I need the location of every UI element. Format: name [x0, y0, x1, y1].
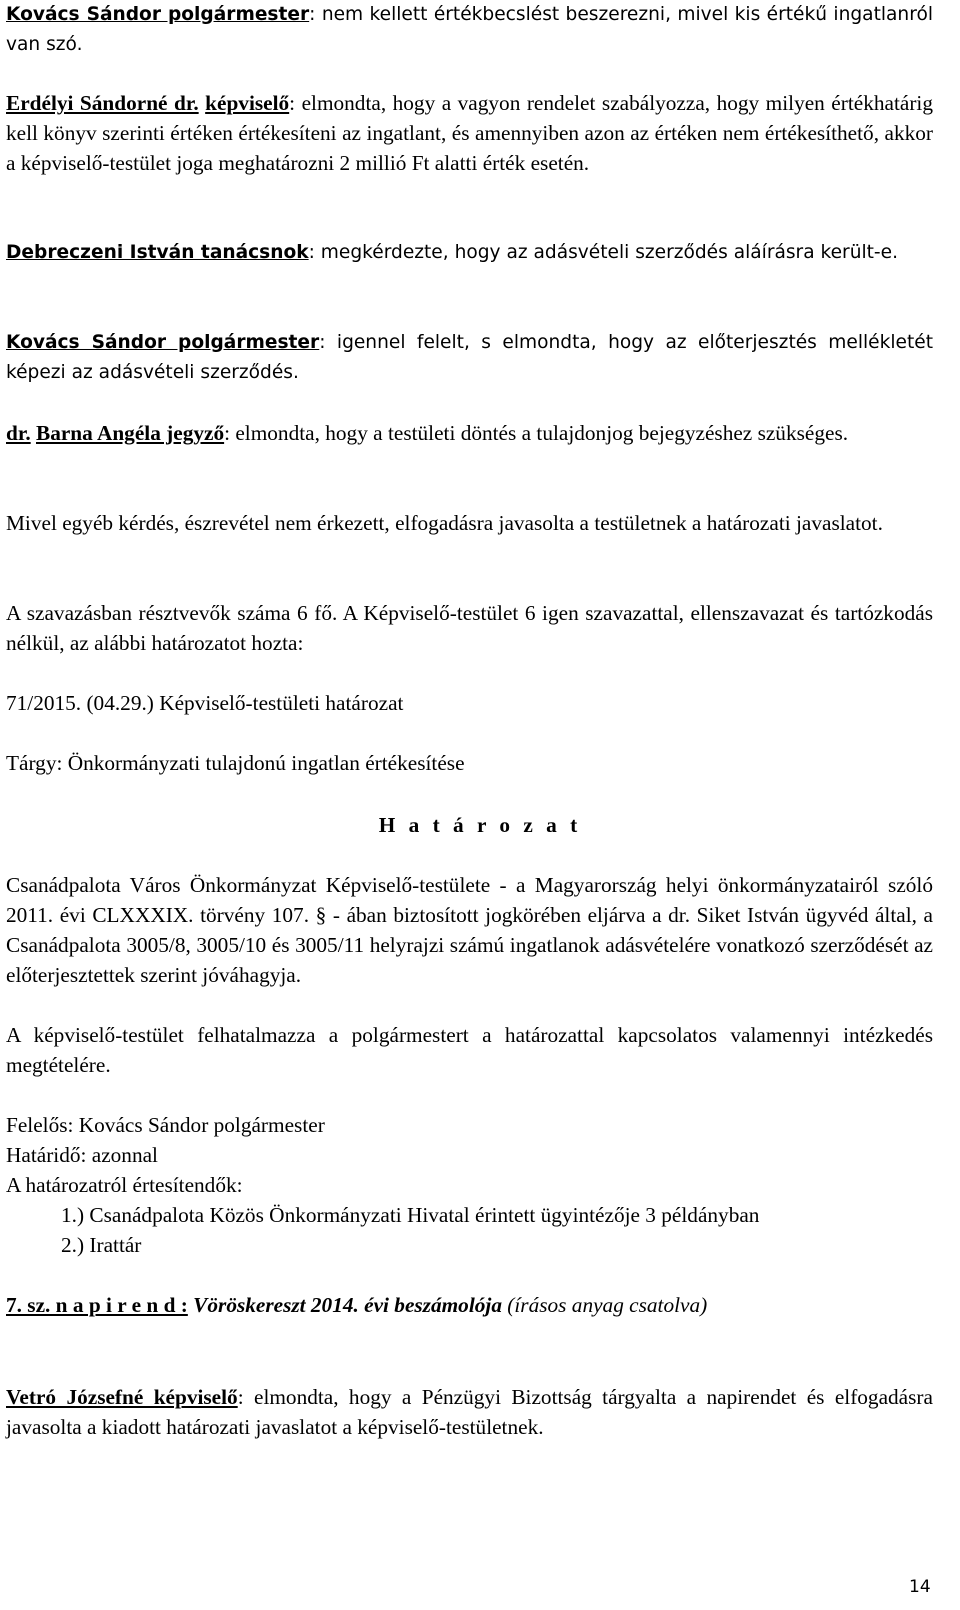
paragraph-mayor-1 [6, 0, 933, 60]
paragraph-mayor-2 [6, 328, 933, 388]
notify-label: A határozatról értesítendők: [6, 1173, 243, 1197]
paragraph-text: : nem kellett értékbecslést beszerezni, mivel kis értékű ingatlanról van szó. [6, 4, 933, 55]
deadline-line: Határidő: azonnal [6, 1143, 158, 1167]
paragraph-notary [6, 418, 933, 448]
paragraph-debreczeni [6, 238, 933, 268]
paragraph-text: : igennel felelt, s elmondta, hogy az előterjesztés mellékletét képezi az adásvételi szerződés. [6, 332, 933, 383]
agenda-label: 7. sz. n a p i r e n d : [6, 1293, 188, 1317]
notify-item: 1.) Csanádpalota Közös Önkormányzati Hivatal érintett ügyintézője 3 példányban [61, 1203, 760, 1227]
agenda-note: (írásos anyag csatolva) [507, 1293, 708, 1317]
responsible-line: Felelős: Kovács Sándor polgármester [6, 1113, 325, 1137]
speaker-name: Barna Angéla jegyző [36, 421, 225, 445]
paragraph-text: Mivel egyéb kérdés, észrevétel nem érkezett, elfogadásra javasolta a testületnek a határozati javaslatot. [6, 511, 883, 535]
speaker-name: Vetró Józsefné képviselő [6, 1385, 238, 1409]
resolution-number: 71/2015. (04.29.) Képviselő-testületi határozat [6, 691, 404, 715]
agenda-heading [6, 1290, 707, 1320]
paragraph-text: Csanádpalota Város Önkormányzat Képviselő-testülete - a Magyarország helyi önkormányzatairól szóló 2011. évi CLXXXIX. törvény 107. § - ában biztosított jogkörében eljárva a dr. Siket István ügyvéd által, a Csanádpalota 3005/8, 3005/10 és 3005/11 helyrajzi számú ingatlanok adásvételére vonatkozó szerződését az előterjesztettek szerint jóváhagyja. [6, 873, 933, 987]
speaker-name: Erdélyi Sándorné dr. [6, 91, 199, 115]
page-number: 14 [909, 1577, 931, 1597]
paragraph-vote [6, 598, 933, 658]
speaker-name: Debreczeni István tanácsnok [6, 242, 309, 263]
agenda-title: Vöröskereszt 2014. évi beszámolója [193, 1293, 502, 1317]
paragraph-proposal [6, 508, 933, 538]
paragraph-text: A szavazásban résztvevők száma 6 fő. A Képviselő-testület 6 igen szavazattal, ellenszavazat és tartózkodás nélkül, az alábbi határozatot hozta: [6, 601, 933, 655]
paragraph-vetro [6, 1382, 933, 1442]
paragraph-text: A képviselő-testület felhatalmazza a polgármestert a határozattal kapcsolatos valamennyi intézkedés megtételére. [6, 1023, 933, 1077]
speaker-name: Kovács Sándor polgármester [6, 4, 310, 25]
notify-item: 2.) Irattár [61, 1233, 142, 1257]
resolution-body-1 [6, 870, 933, 990]
paragraph-text: : elmondta, hogy a vagyon rendelet szabályozza, hogy milyen értékhatárig kell könyv szerinti értéken értékesíteni az ingatlant, és amennyiben azon az értéken nem értékesíthető, akkor a képviselő-testület joga meghatározni 2 millió Ft alatti érték esetén. [6, 91, 933, 175]
speaker-name: Kovács Sándor polgármester [6, 332, 320, 353]
paragraph-text: : elmondta, hogy a testületi döntés a tulajdonjog bejegyzéshez szükséges. [224, 421, 849, 445]
resolution-body-2 [6, 1020, 933, 1080]
resolution-heading: H a t á r o z a t [378, 813, 582, 837]
speaker-title: dr. [6, 421, 31, 445]
paragraph-text: : megkérdezte, hogy az adásvételi szerződés aláírásra került-e. [308, 242, 898, 263]
paragraph-text: : elmondta, hogy a Pénzügyi Bizottság tárgyalta a napirendet és elfogadásra javasolta a kiadott határozati javaslatot a képviselő-testületnek. [6, 1385, 933, 1439]
resolution-subject: Tárgy: Önkormányzati tulajdonú ingatlan értékesítése [6, 751, 465, 775]
speaker-title: képviselő [205, 91, 290, 115]
paragraph-erdelyi [6, 88, 933, 178]
